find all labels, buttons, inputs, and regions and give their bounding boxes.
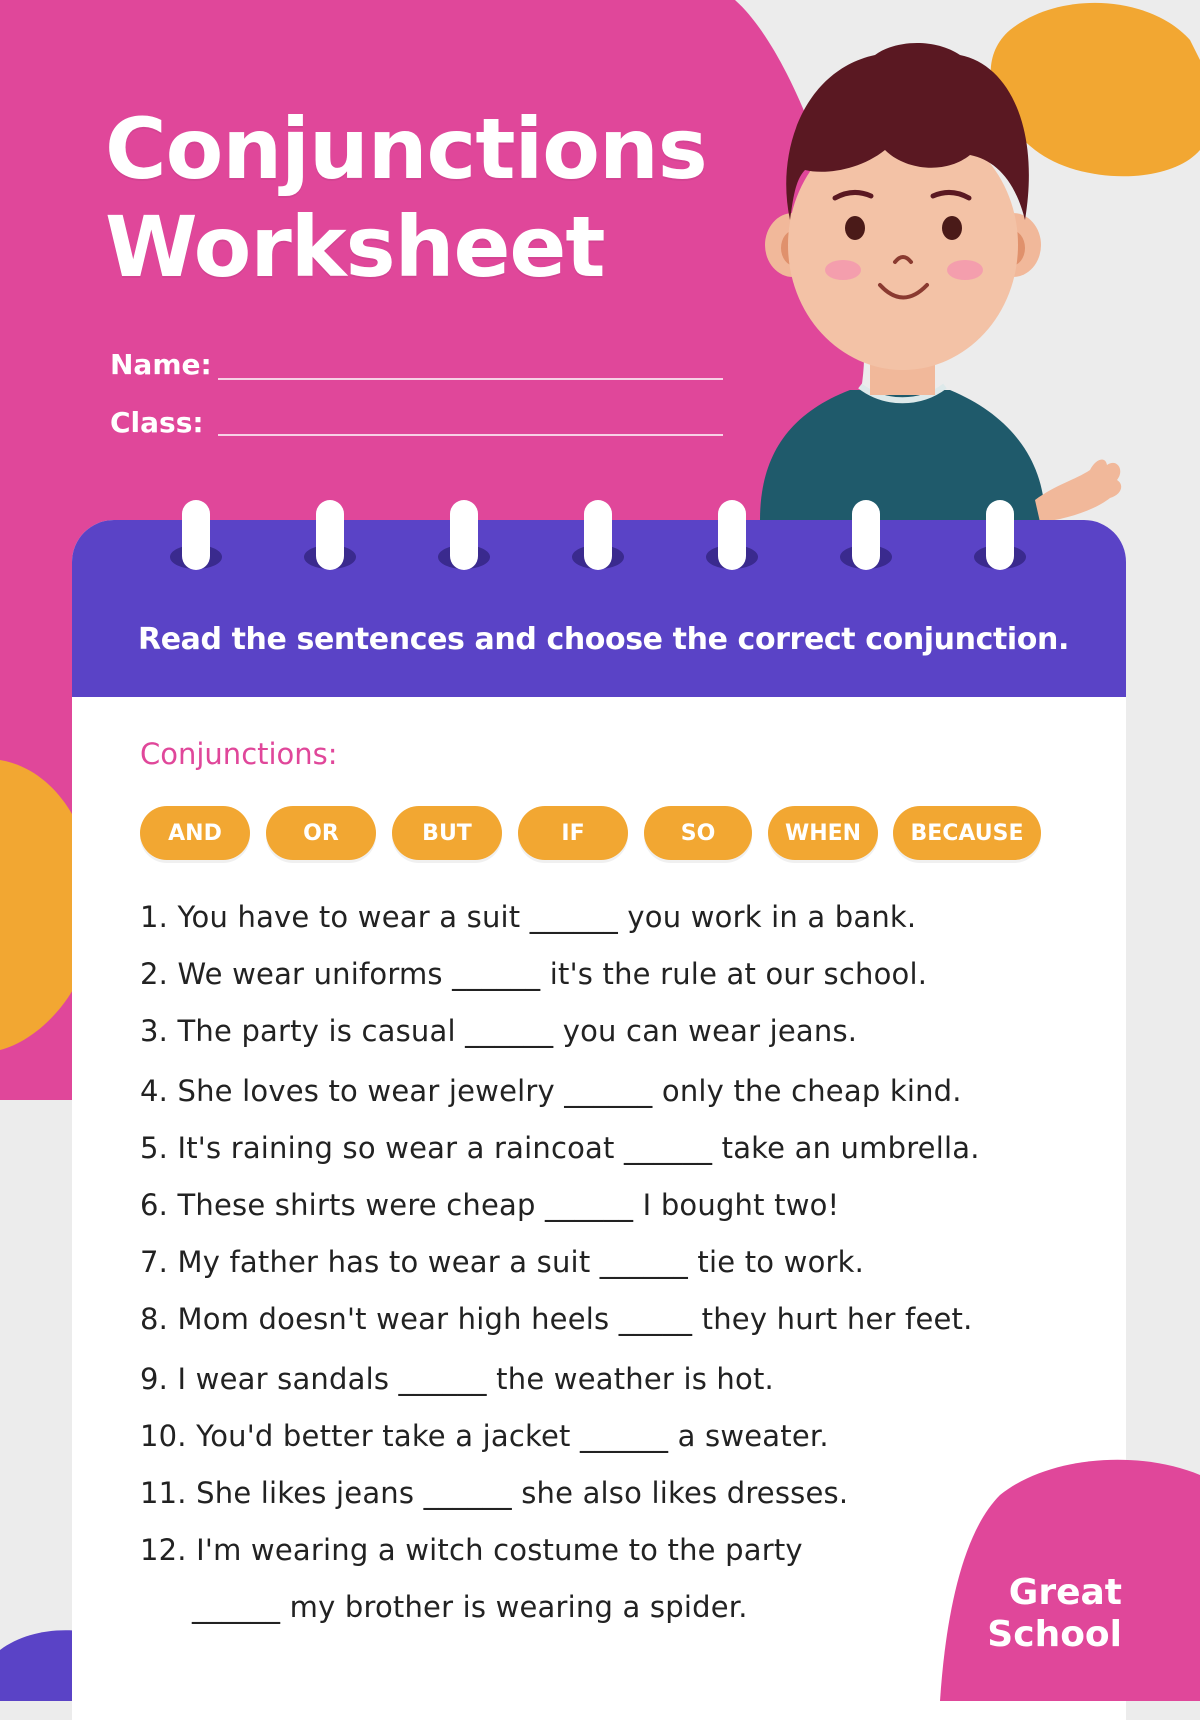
sentence-6: 6. These shirts were cheap ______ I bought two! — [140, 1188, 840, 1222]
name-label: Name: — [110, 348, 212, 381]
sentence-11: 11. She likes jeans ______ she also likes dresses. — [140, 1476, 849, 1510]
title-line-2: Worksheet — [105, 198, 605, 296]
ring-2 — [304, 500, 356, 570]
title-line-1: Conjunctions — [105, 100, 707, 198]
conjunctions-label: Conjunctions: — [140, 737, 338, 771]
sentence-1: 1. You have to wear a suit ______ you work in a bank. — [140, 900, 917, 934]
class-field[interactable] — [218, 434, 723, 436]
page-title — [105, 100, 745, 296]
conjunction-chip-when[interactable]: WHEN — [768, 806, 878, 860]
conjunction-chip-and[interactable]: AND — [140, 806, 250, 860]
conjunction-chip-if[interactable]: IF — [518, 806, 628, 860]
sentence-4: 4. She loves to wear jewelry ______ only the cheap kind. — [140, 1074, 962, 1108]
conjunction-chip-but[interactable]: BUT — [392, 806, 502, 860]
ring-5 — [706, 500, 758, 570]
boy-illustration — [745, 30, 1165, 530]
ring-3 — [438, 500, 490, 570]
sentence-9: 9. I wear sandals ______ the weather is hot. — [140, 1362, 774, 1396]
sentence-12: 12. I'm wearing a witch costume to the party — [140, 1533, 803, 1567]
brand-line-2: School — [987, 1614, 1122, 1655]
name-field[interactable] — [218, 378, 723, 380]
sentence-5: 5. It's raining so wear a raincoat ______ take an umbrella. — [140, 1131, 980, 1165]
notebook-rings — [150, 495, 1050, 595]
sentence-8: 8. Mom doesn't wear high heels _____ they hurt her feet. — [140, 1302, 973, 1336]
sentence-7: 7. My father has to wear a suit ______ tie to work. — [140, 1245, 865, 1279]
class-label: Class: — [110, 406, 204, 439]
brand-logo — [987, 1572, 1122, 1656]
sentence-10: 10. You'd better take a jacket ______ a sweater. — [140, 1419, 829, 1453]
ring-1 — [170, 500, 222, 570]
ring-6 — [840, 500, 892, 570]
brand-line-1: Great — [1008, 1572, 1122, 1613]
instructions: Read the sentences and choose the correct conjunction. — [138, 622, 1069, 657]
sentence-3: 3. The party is casual ______ you can wear jeans. — [140, 1014, 858, 1048]
sentence-12-continued: ______ my brother is wearing a spider. — [192, 1590, 748, 1624]
conjunction-chip-or[interactable]: OR — [266, 806, 376, 860]
ring-4 — [572, 500, 624, 570]
ring-7 — [974, 500, 1026, 570]
conjunction-chip-because[interactable]: BECAUSE — [893, 806, 1041, 860]
conjunction-chip-so[interactable]: SO — [644, 806, 752, 860]
sentence-2: 2. We wear uniforms ______ it's the rule at our school. — [140, 957, 928, 991]
